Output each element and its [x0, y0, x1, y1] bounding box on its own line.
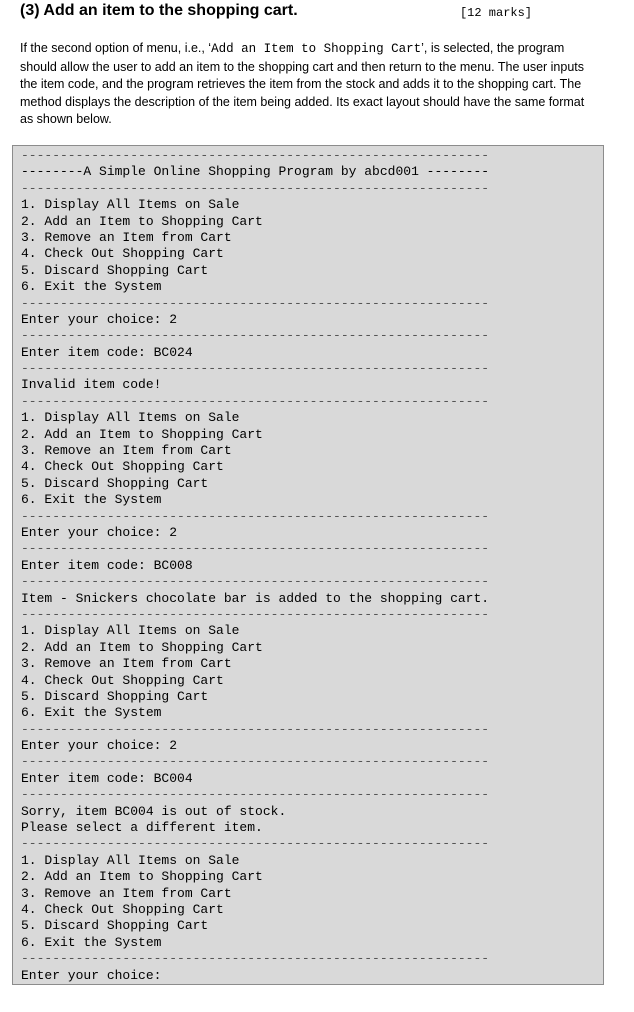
separator-line: ------------------------------------------------------------: [21, 361, 490, 377]
separator-line: ------------------------------------------------------------: [21, 328, 490, 344]
separator-line: ------------------------------------------------------------: [21, 148, 490, 163]
console-line: 5. Discard Shopping Cart: [21, 688, 209, 704]
separator-line: ------------------------------------------------------------: [21, 180, 490, 196]
console-line: 4. Check Out Shopping Cart: [21, 901, 224, 917]
console-line: Please select a different item.: [21, 820, 263, 836]
marks-label: [12 marks]: [459, 6, 532, 20]
console-line: 6. Exit the System: [21, 705, 162, 721]
separator-line: ------------------------------------------------------------: [21, 951, 490, 967]
console-line: 1. Display All Items on Sale: [21, 410, 240, 426]
description-text-2: ’, is selected, the program should allow the user to add an item to the shopping cart and then return to the menu. The user inputs the item code, and the program retrieves the item from the stock and adds it to the shopping cart. The method displays the description of the item being added. Its exact layout should have the same format as shown below.: [20, 41, 585, 126]
console-line: 6. Exit the System: [21, 934, 162, 950]
console-line: 3. Remove an Item from Cart: [21, 229, 232, 245]
separator-line: ------------------------------------------------------------: [21, 787, 490, 803]
separator-line: ------------------------------------------------------------: [21, 393, 490, 409]
separator-line: ------------------------------------------------------------: [21, 836, 490, 852]
console-line: 5. Discard Shopping Cart: [21, 475, 209, 491]
question-description: [20, 40, 600, 129]
console-output-box: [12, 145, 604, 985]
console-line: 4. Check Out Shopping Cart: [21, 246, 224, 262]
console-line: 1. Display All Items on Sale: [21, 623, 240, 639]
console-line: 5. Discard Shopping Cart: [21, 262, 209, 278]
separator-line: ------------------------------------------------------------: [21, 295, 490, 311]
console-text: [21, 148, 489, 984]
description-text-1: If the second option of menu, i.e., ‘: [20, 41, 212, 55]
question-title: (3) Add an item to the shopping cart.: [20, 2, 298, 19]
console-line: Enter your choice: 2: [21, 524, 178, 540]
console-line: 2. Add an Item to Shopping Cart: [21, 426, 263, 442]
console-line: Enter your choice:: [21, 967, 162, 983]
console-line: Enter item code: BC024: [21, 344, 193, 360]
console-line: 2. Add an Item to Shopping Cart: [21, 869, 263, 885]
console-line: --------A Simple Online Shopping Program by abcd001 --------: [21, 164, 490, 180]
console-line: 6. Exit the System: [21, 279, 162, 295]
separator-line: ------------------------------------------------------------: [21, 508, 490, 524]
console-line: Enter your choice: 2: [21, 311, 178, 327]
question-header: [20, 2, 596, 24]
console-line: 1. Display All Items on Sale: [21, 197, 240, 213]
console-line: Enter your choice: 2: [21, 738, 178, 754]
separator-line: ------------------------------------------------------------: [21, 721, 490, 737]
separator-line: ------------------------------------------------------------: [21, 541, 490, 557]
menu-option-code: Add an Item to Shopping Cart: [211, 42, 422, 56]
separator-line: ------------------------------------------------------------: [21, 754, 490, 770]
console-line: Enter item code: BC008: [21, 557, 193, 573]
console-line: 3. Remove an Item from Cart: [21, 656, 232, 672]
console-line: Item - Snickers chocolate bar is added to the shopping cart.: [21, 590, 490, 606]
console-line: Invalid item code!: [21, 377, 162, 393]
console-line: Enter item code: BC004: [21, 770, 193, 786]
console-line: 1. Display All Items on Sale: [21, 852, 240, 868]
console-line: Sorry, item BC004 is out of stock.: [21, 803, 287, 819]
separator-line: ------------------------------------------------------------: [21, 574, 490, 590]
console-line: 3. Remove an Item from Cart: [21, 885, 232, 901]
separator-line: ------------------------------------------------------------: [21, 606, 490, 622]
console-line: 2. Add an Item to Shopping Cart: [21, 213, 263, 229]
console-line: 4. Check Out Shopping Cart: [21, 672, 224, 688]
console-line: 2. Add an Item to Shopping Cart: [21, 639, 263, 655]
console-line: 4. Check Out Shopping Cart: [21, 459, 224, 475]
console-line: 5. Discard Shopping Cart: [21, 918, 209, 934]
console-line: 6. Exit the System: [21, 492, 162, 508]
console-line: 3. Remove an Item from Cart: [21, 443, 232, 459]
